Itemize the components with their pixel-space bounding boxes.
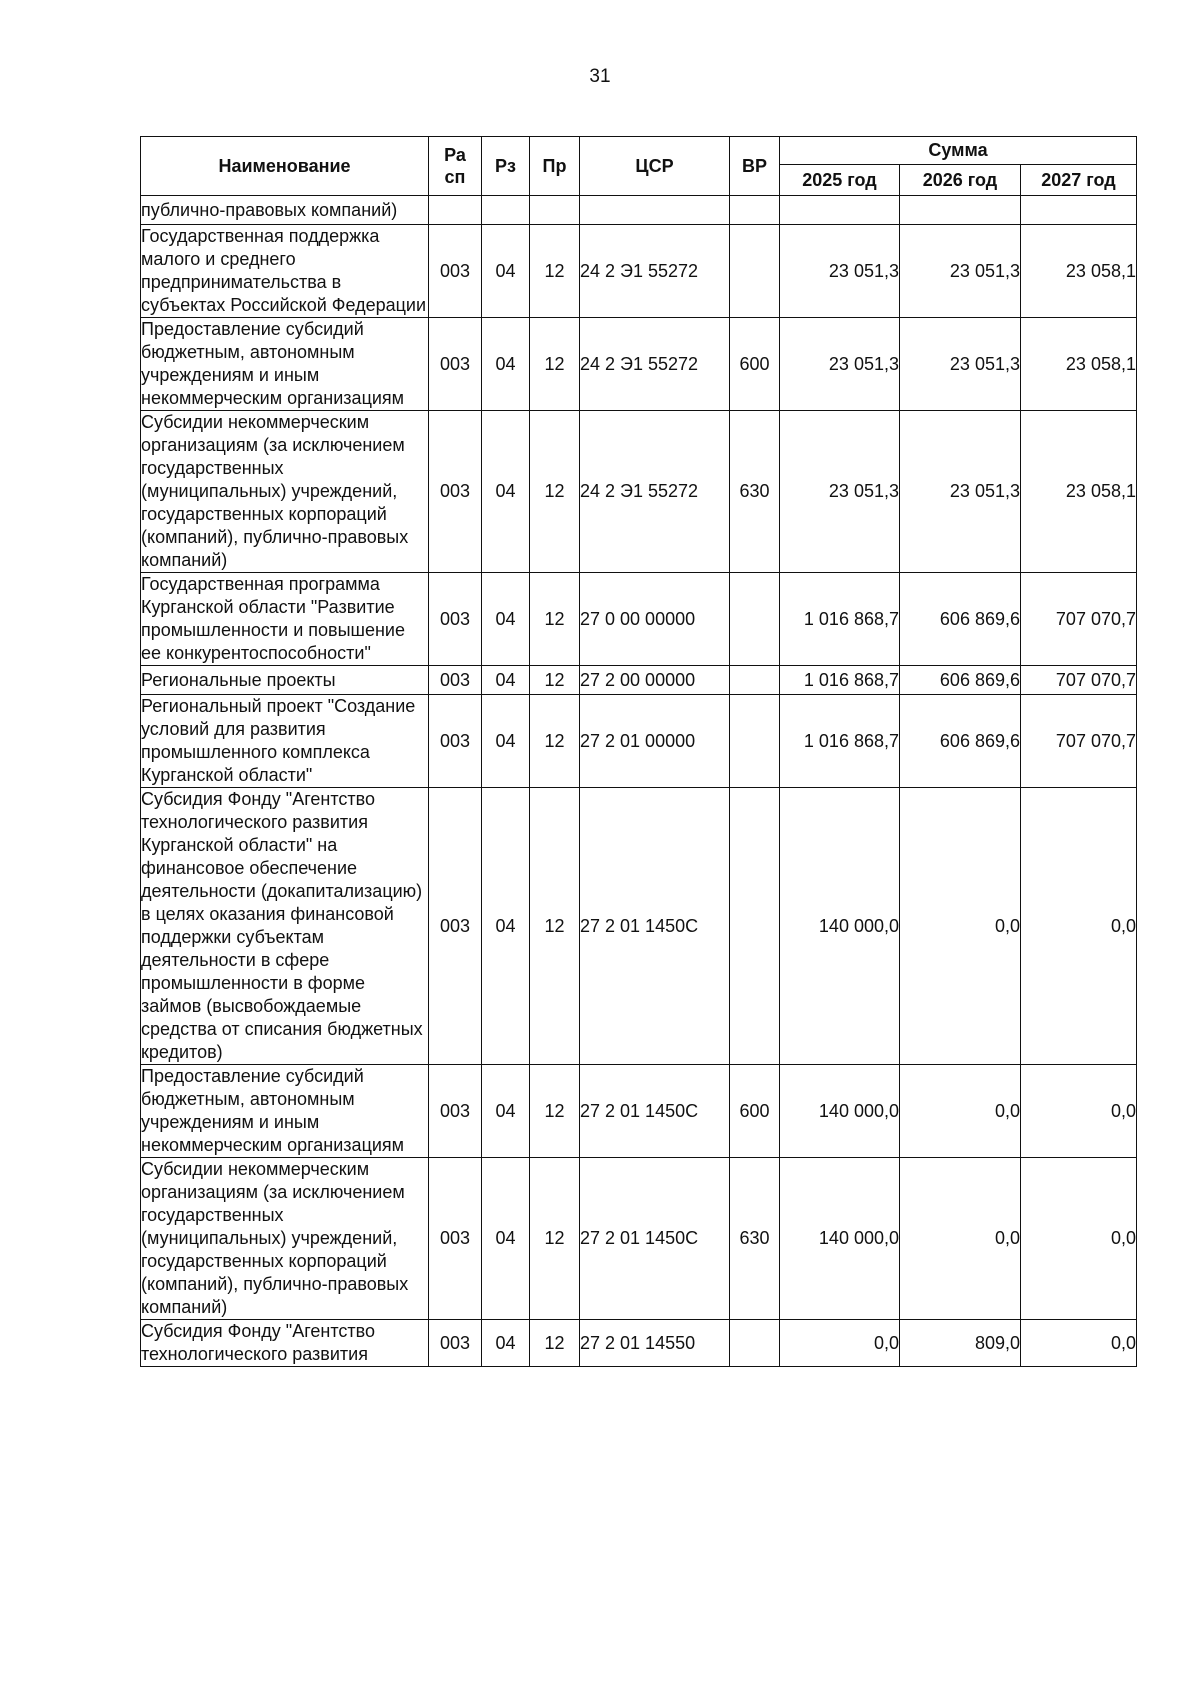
row-rz: 04 [482,788,530,1065]
row-csr: 27 2 01 1450С [580,1158,730,1320]
row-csr [580,196,730,225]
table-row [141,666,1137,695]
row-rz: 04 [482,225,530,318]
row-2025: 140 000,0 [780,788,900,1065]
row-pr: 12 [530,788,580,1065]
row-2025: 1 016 868,7 [780,573,900,666]
header-summa: Сумма [780,137,1137,165]
row-vr [730,1320,780,1367]
row-rasp: 003 [429,573,482,666]
row-name: Государственная поддержка малого и среднего предпринимательства в субъектах Российской Федерации [141,225,429,318]
table-row [141,573,1137,666]
row-2027: 23 058,1 [1021,411,1137,573]
row-2026: 0,0 [900,1158,1021,1320]
row-pr: 12 [530,666,580,695]
row-rasp: 003 [429,225,482,318]
row-csr: 27 2 01 14550 [580,1320,730,1367]
table-row [141,225,1137,318]
table-row [141,1320,1137,1367]
row-name: публично-правовых компаний) [141,196,429,225]
row-2027: 707 070,7 [1021,666,1137,695]
row-rz [482,196,530,225]
header-csr: ЦСР [580,137,730,196]
row-vr: 630 [730,411,780,573]
header-2027: 2027 год [1021,165,1137,196]
row-2025: 23 051,3 [780,318,900,411]
row-pr: 12 [530,573,580,666]
row-pr: 12 [530,318,580,411]
row-vr [730,695,780,788]
table-row [141,411,1137,573]
row-vr: 600 [730,318,780,411]
row-2026: 0,0 [900,1065,1021,1158]
row-2025: 140 000,0 [780,1065,900,1158]
row-rasp: 003 [429,411,482,573]
row-vr [730,788,780,1065]
row-name: Субсидии некоммерческим организациям (за исключением государственных (муниципальных) учреждений, государственных корпораций (компаний), публично-правовых компаний) [141,1158,429,1320]
header-2026: 2026 год [900,165,1021,196]
row-2025 [780,196,900,225]
row-pr: 12 [530,695,580,788]
row-rasp: 003 [429,1065,482,1158]
row-2025: 1 016 868,7 [780,695,900,788]
row-vr [730,196,780,225]
row-rz: 04 [482,573,530,666]
row-name: Предоставление субсидий бюджетным, автономным учреждениям и иным некоммерческим организациям [141,318,429,411]
row-2026: 0,0 [900,788,1021,1065]
row-2025: 23 051,3 [780,411,900,573]
row-name: Региональные проекты [141,666,429,695]
header-2025: 2025 год [780,165,900,196]
row-csr: 27 2 01 1450С [580,788,730,1065]
row-rz: 04 [482,695,530,788]
row-rz: 04 [482,1158,530,1320]
row-vr: 630 [730,1158,780,1320]
table-row [141,318,1137,411]
row-rasp: 003 [429,1320,482,1367]
row-rasp: 003 [429,1158,482,1320]
row-2027: 0,0 [1021,1065,1137,1158]
table-body [141,196,1137,1367]
row-name: Субсидия Фонду "Агентство технологического развития [141,1320,429,1367]
row-2026: 23 051,3 [900,411,1021,573]
row-2027: 23 058,1 [1021,318,1137,411]
row-name: Субсидии некоммерческим организациям (за исключением государственных (муниципальных) учреждений, государственных корпораций (компаний), публично-правовых компаний) [141,411,429,573]
row-pr [530,196,580,225]
row-csr: 24 2 Э1 55272 [580,318,730,411]
budget-table [140,136,1137,1367]
row-2025: 0,0 [780,1320,900,1367]
header-rasp-text: Ра сп [444,144,466,187]
header-rasp [429,137,482,196]
row-name: Субсидия Фонду "Агентство технологического развития Курганской области" на финансовое обеспечение деятельности (докапитализацию) в целях оказания финансовой поддержки субъектам деятельности в сфере промышленности в форме займов (высвобождаемые средства от списания бюджетных кредитов) [141,788,429,1065]
row-2027: 0,0 [1021,788,1137,1065]
row-rz: 04 [482,1320,530,1367]
row-rz: 04 [482,666,530,695]
row-csr: 27 2 01 00000 [580,695,730,788]
table-header [141,137,1137,196]
table-row [141,1158,1137,1320]
header-name: Наименование [141,137,429,196]
row-csr: 24 2 Э1 55272 [580,225,730,318]
row-vr [730,225,780,318]
header-rz: Рз [482,137,530,196]
table-row [141,695,1137,788]
row-rz: 04 [482,318,530,411]
row-vr [730,573,780,666]
row-2026: 606 869,6 [900,573,1021,666]
row-name: Государственная программа Курганской области "Развитие промышленности и повышение ее конкурентоспособности" [141,573,429,666]
header-pr: Пр [530,137,580,196]
row-2026: 606 869,6 [900,695,1021,788]
row-rasp: 003 [429,695,482,788]
row-2027: 0,0 [1021,1320,1137,1367]
row-csr: 27 2 00 00000 [580,666,730,695]
row-2025: 23 051,3 [780,225,900,318]
row-pr: 12 [530,1065,580,1158]
row-2027: 707 070,7 [1021,573,1137,666]
row-2027 [1021,196,1137,225]
table-row [141,788,1137,1065]
row-2026: 23 051,3 [900,225,1021,318]
row-name: Региональный проект "Создание условий для развития промышленного комплекса Курганской области" [141,695,429,788]
row-vr: 600 [730,1065,780,1158]
row-rasp: 003 [429,788,482,1065]
row-2026: 606 869,6 [900,666,1021,695]
row-2025: 1 016 868,7 [780,666,900,695]
row-2027: 707 070,7 [1021,695,1137,788]
row-rasp [429,196,482,225]
row-2026: 809,0 [900,1320,1021,1367]
row-2027: 23 058,1 [1021,225,1137,318]
row-2026: 23 051,3 [900,318,1021,411]
table-row [141,196,1137,225]
row-vr [730,666,780,695]
row-csr: 27 2 01 1450С [580,1065,730,1158]
row-rasp: 003 [429,318,482,411]
row-pr: 12 [530,1320,580,1367]
row-rz: 04 [482,411,530,573]
page-number: 31 [589,66,611,87]
row-2025: 140 000,0 [780,1158,900,1320]
header-vr: ВР [730,137,780,196]
row-2027: 0,0 [1021,1158,1137,1320]
row-rasp: 003 [429,666,482,695]
row-csr: 27 0 00 00000 [580,573,730,666]
row-rz: 04 [482,1065,530,1158]
row-pr: 12 [530,411,580,573]
row-pr: 12 [530,225,580,318]
row-pr: 12 [530,1158,580,1320]
table-row [141,1065,1137,1158]
row-2026 [900,196,1021,225]
row-name: Предоставление субсидий бюджетным, автономным учреждениям и иным некоммерческим организациям [141,1065,429,1158]
row-csr: 24 2 Э1 55272 [580,411,730,573]
